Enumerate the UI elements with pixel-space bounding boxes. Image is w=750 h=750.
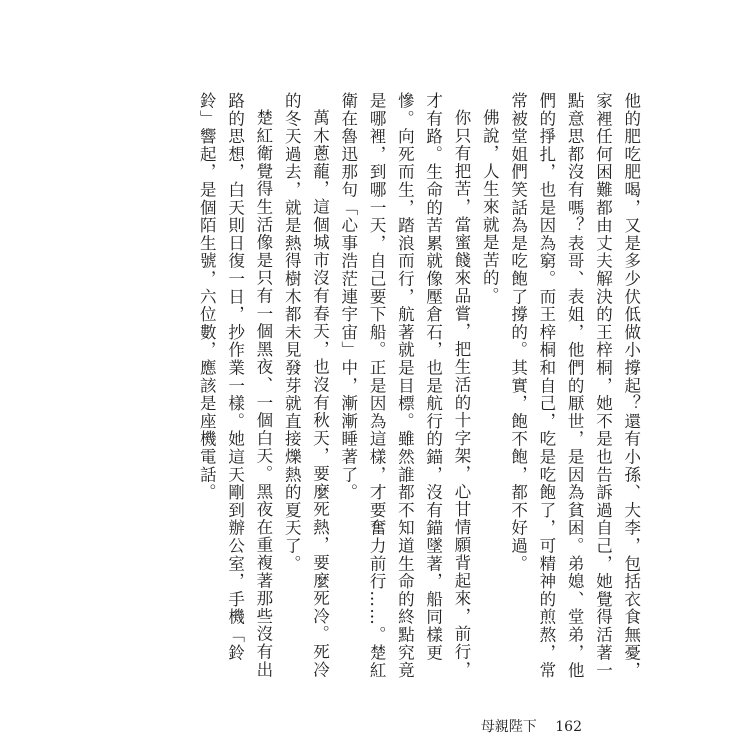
page-footer bbox=[481, 716, 582, 736]
paragraph: 他的肥吃肥喝，又是多少伏低做小撐起？還有小孫、大李，包括衣食無憂，家裡任何困難都由丈夫解決的王梓桐，她不是也告訴過自己，她覺得活著一點意思都沒有嗎？表哥、表姐，他們的厭世，是因為貧困。弟媳、堂弟，他們的掙扎，也是因為窮。而王梓桐和自己，吃是吃飽了，可精神的煎熬，常常被堂姐們笑話為是吃飽了撐的。其實，飽不飽，都不好過。 bbox=[508, 92, 641, 680]
paragraph: 佛說，人生來就是苦的。 bbox=[480, 108, 500, 305]
paragraph: 萬木蔥蘢，這個城市沒有春天，也沒有秋天，要麼死熱，要麼死冷。死冷的冬天過去，就是熱得樹木都未見發芽就直接爍熱的夏天了。 bbox=[282, 92, 330, 679]
paragraph: 你只有把苦，當蜜餞來品嘗，把生活的十字架，心甘情願背起來，前行，才有路。生命的苦累就像壓倉石，也是航行的錨，沒有錨墜著，船同樣更慘。向死而生，踏浪而行，航著就是目標。雖然誰都不知道生命的終點究竟是哪裡，到哪一天，自己要下船。正是因為這樣，才要奮力前行……。楚紅衛在魯迅那句「心事浩茫連宇宙」中，漸漸睡著了。 bbox=[338, 92, 471, 680]
body-text bbox=[192, 92, 645, 680]
page-number: 162 bbox=[555, 719, 582, 735]
paragraph: 楚紅衛覺得生活像是只有一個黑夜、一個白天。黑夜在重複著那些沒有出路的思想，白天則日復一日，抄作業一樣。她這天剛到辦公室，手機「鈴鈴」響起，是個陌生號，六位數，應該是座機電話。 bbox=[197, 92, 273, 679]
book-title: 母親陛下 bbox=[480, 719, 537, 735]
